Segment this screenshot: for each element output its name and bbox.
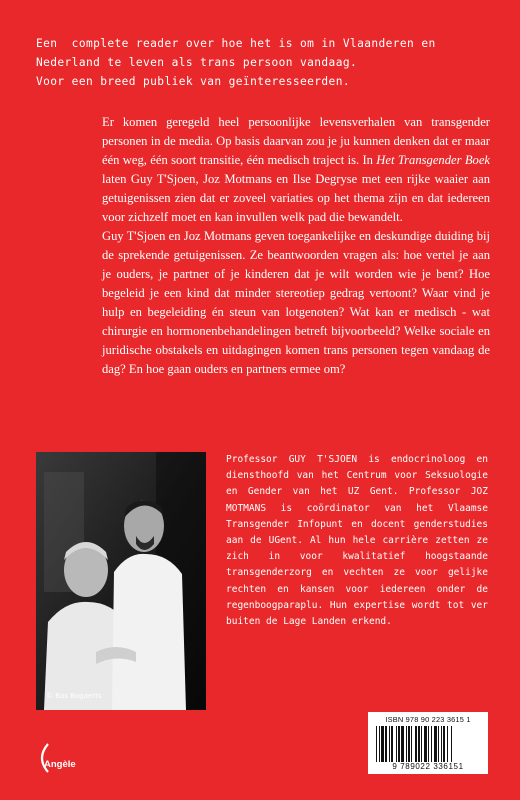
blurb-paragraph-2: Guy T'Sjoen en Joz Motmans geven toegankelijke en deskundige duiding bij de sprekende getuigenissen. Ze beantwoorden vragen als: hoe vertel je aan je ouders, je partner of je kinderen dat je wilt worden wie je bent? Hoe begeleid je een kind dat minder stereotiep gedrag vertoont? Waar vind je hulp en begeleiding én steun van lotgenoten? Wat kan er medisch - wat chirurgie en hormonenbehandelingen betreft bijvoorbeeld? Welke sociale en juridische obstakels en uitdagingen komen trans personen tegen vandaag de dag? En hoe gaan ouders en partners ermee om? <box>102 229 490 376</box>
blurb-text-segment: Er komen geregeld heel persoonlijke levensverhalen van transgender personen in de media. Op basis daarvan zou je ju kunnen denken dat er maar één weg, één soort transitie, één medisch traject is. In <box>102 115 490 167</box>
intro-line: Een complete reader over hoe het is om in Vlaanderen en <box>36 37 436 50</box>
publisher-logo-text: Angèle <box>44 759 76 770</box>
intro-line: Nederland te leven als trans persoon vandaag. <box>36 56 358 69</box>
isbn-barcode <box>368 712 488 774</box>
publisher-logo-icon <box>34 738 84 778</box>
author-photo <box>36 452 206 710</box>
photo-credit: © Bas Bogaerts <box>46 692 102 700</box>
blurb-text-segment: laten Guy T'Sjoen, Joz Motmans en Ilse Degryse met een rijke waaier aan getuigenissen zien dat er zoveel variaties op het thema zijn en dat iedereen voor zichzelf moet en kan invullen welk pad die bewandelt. <box>102 172 490 224</box>
blurb-text <box>102 113 490 379</box>
barcode-digits: 9 789022 336151 <box>392 762 464 771</box>
barcode-icon <box>374 726 482 762</box>
isbn-label: ISBN 978 90 223 3615 1 <box>385 715 471 724</box>
author-bio: Professor GUY T'SJOEN is endocrinoloog en diensthoofd van het Centrum voor Seksuologie en Gender van het UZ Gent. Professor JOZ MOTMANS is coördinator van het Vlaamse Transgender Infopunt en docent genderstudies aan de UGent. Al hun hele carrière zetten ze zich in voor kwalitatief hoogstaande transgenderzorg en vechten ze voor gelijke rechten en kansen voor iedereen onder de regenboogparaplu. Hun expertise wordt tot ver buiten de Lage Landen erkend. <box>226 454 488 628</box>
intro-line: Voor een breed publiek van geïnteresseerden. <box>36 75 350 88</box>
blurb-paragraph-1 <box>102 113 490 227</box>
intro-text <box>36 34 486 91</box>
author-photo-image <box>36 452 206 710</box>
book-title: Het Transgender Boek <box>376 153 490 167</box>
